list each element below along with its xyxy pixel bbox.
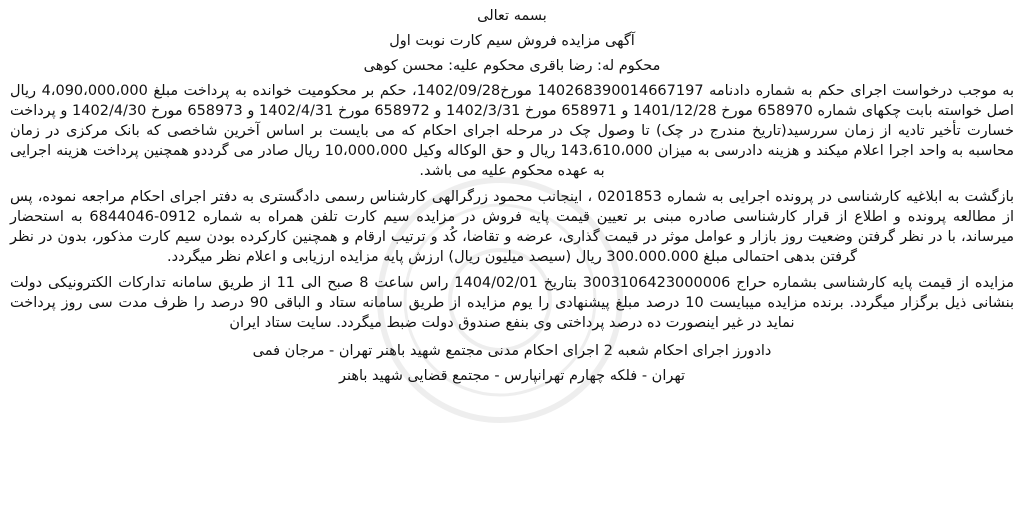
parties-line: محکوم له: رضا باقری محکوم علیه: محسن کوهی <box>363 58 661 74</box>
court-address: تهران - فلکه چهارم تهرانپارس - مجتمع قضایی شهید باهنر <box>338 368 686 384</box>
auction-terms-paragraph: مزایده از قیمت پایه کارشناسی بشماره حراج 3003106423000006 بتاریخ 1404/02/01 راس ساعت 8 صبح الی 11 از طریق سامانه تدارکات الکترونیکی دولت بنشانی ذیل برگزار میگردد. برنده مزایده میبایست 10 درصد مبلغ پیشنهادی را یوم مزایده از طریق سامانه ستاد و الباقی 90 درصد را ظرف مدت سی روز پرداخت نماید در غیر اینصورت ده درصد پرداختی وی بنفع صندوق دولت ضبط میگردد. سایت ستاد ایران <box>10 275 1014 331</box>
ruling-paragraph: به موجب درخواست اجرای حکم به شماره دادنامه 140268390014667197 مورخ1402/09/28، حکم بر محکومیت خوانده به پرداخت مبلغ 4،090،000،000 ریال اصل خواسته بابت چکهای شماره 658970 مورخ 1401/12/28 و 658971 مورخ 1402/3/31 و 658972 مورخ 1402/4/31 و 658973 مورخ 1402/4/30 و پرداخت خسارت تأخیر تادیه از زمان سررسید(تاریخ مندرج در چک) تا وصول چک در مرحله اجرای احکام که می بایست بر اساس آخرین شاخصی که بانک مرکزی در زمان محاسبه به واحد اجرا اعلام میکند و هزینه دادرسی به میزان 143،610،000 ریال و حق الوکاله وکیل 10،000،000 ریال صادر می گرددو همچنین پرداخت هزینه اجرایی به عهده محکوم علیه می باشد. <box>10 83 1014 179</box>
enforcement-officer: دادورز اجرای احکام شعبه 2 اجرای احکام مدنی مجتمع شهید باهنر تهران - مرجان فمی <box>252 343 772 359</box>
notice-title: آگهی مزایده فروش سیم کارت نوبت اول <box>389 33 635 49</box>
invocation: بسمه تعالی <box>477 8 547 24</box>
appraisal-paragraph: بازگشت به ابلاغیه کارشناسی در پرونده اجرایی به شماره 0201853 ، اینجانب محمود زرگرالهی کارشناس رسمی دادگستری به دفتر اجرای احکام مراجعه نموده، پس از مطالعه پرونده و اطلاع از قرار کارشناسی صادره مبنی بر تعیین قیمت پایه فروش در مزایده سیم کارت تلفن همراه به شماره 0912-6844046 به استحضار میرساند، با در نظر گرفتن وضعیت روز بازار و عوامل موثر در قیمت گذاری، عرضه و تقاضا، کُد و ترتیب ارقام و همچنین کارکرده بودن سیم کارت مذکور، بدون در نظر گرفتن بدهی احتمالی مبلغ 300.000.000 ریال (سیصد میلیون ریال) ارزش پایه مزایده ارزیابی و اعلام نظر میگردد. <box>10 189 1014 265</box>
